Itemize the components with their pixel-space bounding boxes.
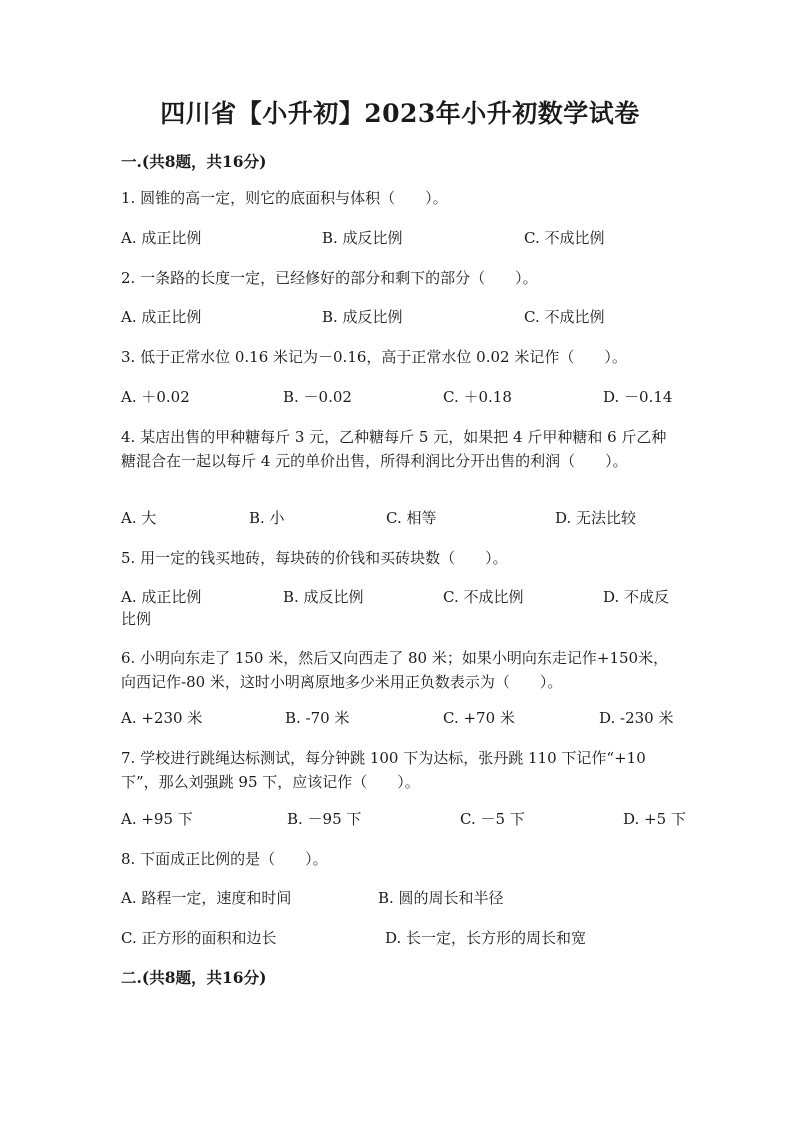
question-8-option-c: C. 正方形的面积和边长 [121,929,277,947]
question-3-option-d: D. －0.14 [603,388,673,406]
question-4: 4. 某店出售的甲种糖每斤 3 元，乙种糖每斤 5 元，如果把 4 斤甲种糖和 6 斤乙种糖混合在一起以每斤 4 元的单价出售，所得利润比分开出售的利润（ ）。 [121,428,667,470]
question-5-option-a: A. 成正比例 [121,588,202,606]
question-4-option-a: A. 大 [121,509,157,527]
question-5-option-d: D. 不成反比例 [121,588,670,628]
question-4-option-d: D. 无法比较 [555,509,637,527]
question-2-option-b: B. 成反比例 [322,308,403,326]
question-8-option-b: B. 圆的周长和半径 [378,889,504,907]
question-6-option-c: C. +70 米 [443,709,515,727]
section-heading-2: 二.(共8题，共16分) [121,968,267,987]
question-6-option-b: B. -70 米 [285,709,350,727]
question-2: 2. 一条路的长度一定，已经修好的部分和剩下的部分（ ）。 [121,269,538,287]
question-7-option-b: B. －95 下 [287,810,362,828]
section-heading-1: 一.(共8题，共16分) [121,152,267,171]
exam-title: 四川省【小升初】2023年小升初数学试卷 [160,99,640,128]
question-3-option-c: C. ＋0.18 [443,388,512,406]
question-3-option-a: A. ＋0.02 [121,388,190,406]
question-7: 7. 学校进行跳绳达标测试，每分钟跳 100 下为达标，张丹跳 110 下记作“+10下”，那么刘强跳 95 下，应该记作（ ）。 [121,749,646,791]
question-6-option-a: A. +230 米 [121,709,203,727]
question-6-option-d: D. -230 米 [599,709,674,727]
question-8: 8. 下面成正比例的是（ ）。 [121,850,328,868]
question-5-option-c: C. 不成比例 [443,588,524,606]
question-1-option-b: B. 成反比例 [322,229,403,247]
question-4-option-b: B. 小 [249,509,285,527]
question-3-option-b: B. －0.02 [283,388,352,406]
question-5: 5. 用一定的钱买地砖，每块砖的价钱和买砖块数（ ）。 [121,549,508,567]
question-8-option-d: D. 长一定，长方形的周长和宽 [385,929,587,947]
question-7-option-a: A. +95 下 [121,810,193,828]
question-5-option-b: B. 成反比例 [283,588,364,606]
question-2-option-a: A. 成正比例 [121,308,202,326]
question-1-option-a: A. 成正比例 [121,229,202,247]
question-2-option-c: C. 不成比例 [524,308,605,326]
question-1-option-c: C. 不成比例 [524,229,605,247]
question-6: 6. 小明向东走了 150 米，然后又向西走了 80 米；如果小明向东走记作+150米，向西记作-80 米，这时小明离原地多少米用正负数表示为（ ）。 [121,649,669,691]
question-8-option-a: A. 路程一定，速度和时间 [121,889,292,907]
question-7-option-c: C. －5 下 [460,810,525,828]
question-3: 3. 低于正常水位 0.16 米记为－0.16，高于正常水位 0.02 米记作（ ）。 [121,348,627,366]
question-4-option-c: C. 相等 [386,509,437,527]
question-1: 1. 圆锥的高一定，则它的底面积与体积（ ）。 [121,189,448,207]
question-7-option-d: D. +5 下 [623,810,686,828]
